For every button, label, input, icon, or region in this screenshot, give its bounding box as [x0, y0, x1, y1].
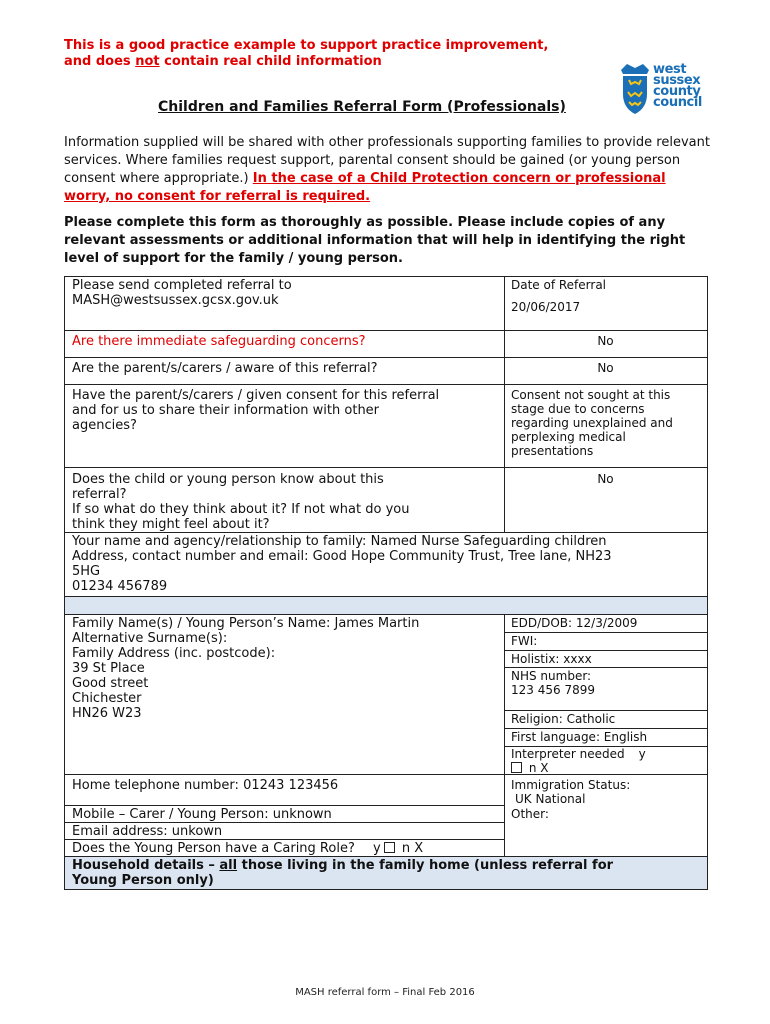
- send-to-cell: [65, 278, 504, 308]
- address-line: 39 St Place: [72, 661, 145, 676]
- household-all: all: [219, 858, 238, 873]
- safeguarding-answer: No: [597, 334, 614, 348]
- checkbox-icon[interactable]: [384, 842, 395, 853]
- interpreter-y: y: [638, 747, 646, 761]
- immigration-label: Immigration Status:: [511, 778, 631, 792]
- logo-word-2: sussex: [653, 73, 701, 88]
- checkbox-icon[interactable]: [511, 762, 522, 773]
- first-language: First language: English: [511, 730, 648, 744]
- consent-answer: [504, 388, 707, 458]
- nhs-label: NHS number:: [511, 669, 592, 683]
- child-question-line: If so what do they think about it? If not what do you: [72, 502, 410, 517]
- referrer-line: 01234 456789: [72, 579, 168, 594]
- caring-role-y: y: [373, 841, 381, 856]
- intro-paragraph: [64, 134, 714, 206]
- notice-text-end: contain real child information: [159, 54, 382, 69]
- referrer-line: Your name and agency/relationship to family: Named Nurse Safeguarding children: [72, 534, 607, 549]
- interpreter: [504, 747, 707, 775]
- referral-form-table: [64, 276, 708, 890]
- intro-highlight: In the case of a Child Protection concern or professional worry, no consent for referral is required.: [64, 171, 666, 204]
- address-label: Family Address (inc. postcode):: [72, 646, 276, 661]
- holistix: Holistix: xxxx: [511, 652, 592, 666]
- household-line-2: Young Person only): [72, 873, 214, 888]
- referrer-line: Address, contact number and email: Good Hope Community Trust, Tree lane, NH23: [72, 549, 612, 564]
- practice-notice: [64, 38, 548, 70]
- consent-question-line: and for us to share their information with other: [72, 403, 380, 418]
- nhs-number: [504, 669, 707, 697]
- crest-icon: [617, 60, 653, 116]
- household-heading: [65, 858, 707, 888]
- aware-answer: No: [597, 361, 614, 375]
- intro-text: Information supplied will be shared with other professionals supporting families to provide relevant services. Where families request support, parental consent should be gained (or young person consent where appropriate.): [64, 135, 710, 186]
- logo-wordmark: [653, 64, 702, 108]
- fwi: FWI:: [511, 634, 538, 648]
- caring-role: [65, 841, 504, 856]
- alternative-surname: Alternative Surname(s):: [72, 631, 228, 646]
- home-phone: Home telephone number: 01243 123456: [72, 778, 339, 793]
- send-to-email[interactable]: MASH@westsussex.gcsx.gov.uk: [72, 293, 279, 308]
- consent-answer-line: presentations: [511, 444, 594, 458]
- caring-role-label: Does the Young Person have a Caring Role?: [72, 841, 355, 856]
- send-to-label: Please send completed referral to: [72, 278, 292, 293]
- consent-answer-line: perplexing medical: [511, 430, 626, 444]
- email-address: Email address: unkown: [72, 824, 223, 839]
- form-title: Children and Families Referral Form (Professionals): [158, 99, 566, 115]
- consent-question-line: agencies?: [72, 418, 137, 433]
- section-separator: [65, 596, 707, 614]
- logo-word-3: county: [653, 84, 701, 99]
- household-text-end: those living in the family home (unless referral for: [237, 858, 614, 873]
- logo-word-4: council: [653, 95, 702, 110]
- safeguarding-question: Are there immediate safeguarding concerns?: [72, 334, 366, 349]
- interpreter-n: n X: [528, 761, 549, 775]
- council-logo: [617, 60, 705, 116]
- date-cell: [504, 278, 707, 314]
- household-text: Household details –: [72, 858, 220, 873]
- referrer-line: 5HG: [72, 564, 101, 579]
- notice-line-2: [64, 54, 548, 70]
- date-label: Date of Referral: [511, 278, 607, 292]
- notice-line-1: This is a good practice example to support practice improvement,: [64, 38, 549, 53]
- aware-question: Are the parent/s/carers / aware of this referral?: [72, 361, 378, 376]
- date-value: 20/06/2017: [511, 300, 581, 314]
- child-knows-answer: No: [597, 472, 614, 486]
- page-footer: MASH referral form – Final Feb 2016: [295, 987, 475, 998]
- child-question-line: referral?: [72, 487, 127, 502]
- consent-question: [65, 388, 504, 433]
- immigration-value: UK National: [515, 792, 586, 806]
- consent-answer-line: stage due to concerns: [511, 402, 645, 416]
- child-knows-question: [65, 472, 504, 532]
- address-line: Good street: [72, 676, 149, 691]
- child-question-line: Does the child or young person know about this: [72, 472, 384, 487]
- mobile: Mobile – Carer / Young Person: unknown: [72, 807, 332, 822]
- religion: Religion: Catholic: [511, 712, 616, 726]
- consent-answer-line: regarding unexplained and: [511, 416, 673, 430]
- nhs-value: 123 456 7899: [511, 683, 595, 697]
- child-question-line: think they might feel about it?: [72, 517, 270, 532]
- instructions: Please complete this form as thoroughly as possible. Please include copies of any relevant assessments or additional information that will help in identifying the right level of support for the family / young person.: [64, 215, 686, 266]
- consent-answer-line: Consent not sought at this: [511, 388, 671, 402]
- address-line: Chichester: [72, 691, 142, 706]
- notice-text: and does: [64, 54, 136, 69]
- other: Other:: [511, 807, 549, 821]
- address-line: HN26 W23: [72, 706, 142, 721]
- consent-question-line: Have the parent/s/carers / given consent for this referral: [72, 388, 440, 403]
- family-details: [65, 616, 504, 721]
- interpreter-label: Interpreter needed: [511, 747, 625, 761]
- family-name: Family Name(s) / Young Person’s Name: James Martin: [72, 616, 420, 631]
- caring-role-n: n X: [401, 841, 424, 856]
- referrer-details: [65, 534, 707, 594]
- logo-word-1: west: [653, 62, 687, 77]
- notice-not: not: [135, 54, 160, 69]
- edd-dob: EDD/DOB: 12/3/2009: [511, 616, 638, 630]
- immigration-status: [504, 778, 707, 806]
